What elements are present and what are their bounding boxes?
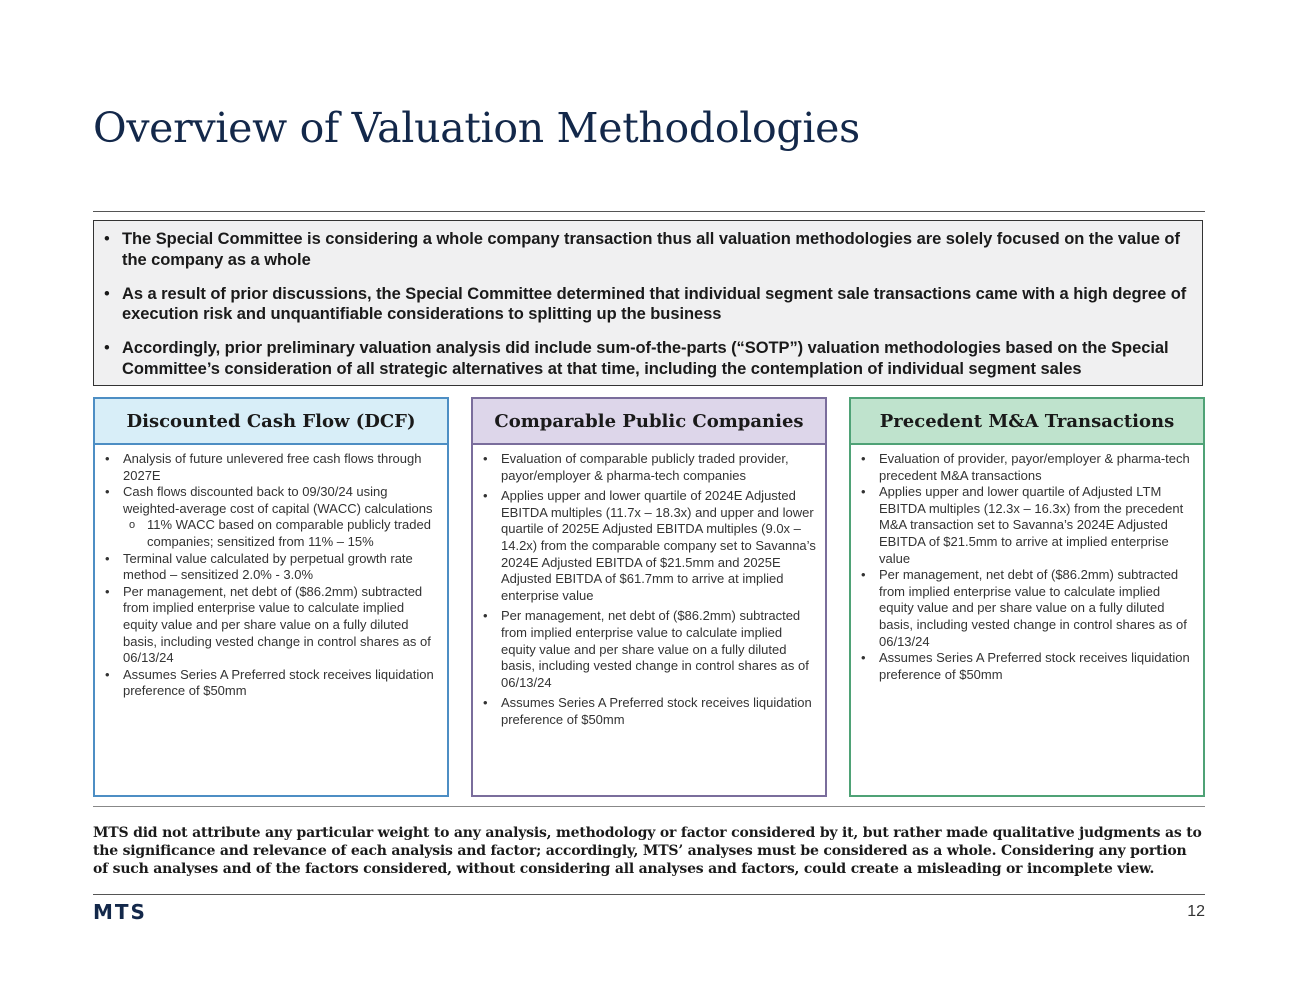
- disclaimer-text: MTS did not attribute any particular weight to any analysis, methodology or factor considered by it, but rather made qualitative judgments as to the significance and relevance of each analysis and factor; accordingly, MTS’ analyses must be considered as a whole. Considering any portion of such analyses and of the factors considered, without considering all analyses and factors, could create a misleading or incomplete view.: [93, 825, 1202, 877]
- dcf-bullet: • Analysis of future unlevered free cash flows through 2027E: [101, 451, 439, 484]
- summary-bullet: • The Special Committee is considering a whole company transaction thus all valuation methodologies are solely focused on the value of the company as a whole: [102, 229, 1194, 270]
- mna-card-body: [851, 445, 1203, 683]
- page-title: Overview of Valuation Methodologies: [93, 104, 860, 152]
- mna-bullet: • Per management, net debt of ($86.2mm) subtracted from implied enterprise value to calculate implied equity value and per share value on a fully diluted basis, including vested change in control shares as of 06/13/24: [857, 567, 1195, 650]
- summary-box: [93, 220, 1203, 386]
- dcf-card-body: [95, 445, 447, 700]
- comparable-bullet: • Evaluation of comparable publicly traded provider, payor/employer & pharma-tech companies: [479, 451, 817, 484]
- dcf-bullet: • Cash flows discounted back to 09/30/24 using weighted-average cost of capital (WACC) calculations: [101, 484, 439, 517]
- dcf-bullet: • Per management, net debt of ($86.2mm) subtracted from implied enterprise value to calculate implied equity value and per share value on a fully diluted basis, including vested change in control shares as of 06/13/24: [101, 584, 439, 667]
- dcf-card-heading: Discounted Cash Flow (DCF): [95, 399, 447, 445]
- title-divider: [93, 211, 1205, 212]
- dcf-sub-bullet: o 11% WACC based on comparable publicly traded companies; sensitized from 11% – 15%: [101, 517, 439, 550]
- page-number: 12: [1187, 903, 1205, 920]
- comparable-card: [471, 397, 827, 797]
- comparable-bullet: • Applies upper and lower quartile of 2024E Adjusted EBITDA multiples (11.7x – 18.3x) and upper and lower quartile of 2025E Adjusted EBITDA multiples (9.0x – 14.2x) from the comparable company set to Savanna’s 2024E Adjusted EBITDA of $21.5mm and 2025E Adjusted EBITDA of $61.7mm to arrive at implied enterprise value: [479, 488, 817, 604]
- mna-bullet: • Applies upper and lower quartile of Adjusted LTM EBITDA multiples (12.3x – 16.3x) from the precedent M&A transaction set to Savanna’s 2024E Adjusted EBITDA of $21.5mm to arrive at implied enterprise value: [857, 484, 1195, 567]
- summary-bullet: • Accordingly, prior preliminary valuation analysis did include sum-of-the-parts (“SOTP”) valuation methodologies based on the Special Committee’s consideration of all strategic alternatives at that time, including the contemplation of individual segment sales: [102, 338, 1194, 379]
- footer-divider: [93, 894, 1205, 895]
- dcf-bullet: • Assumes Series A Preferred stock receives liquidation preference of $50mm: [101, 667, 439, 700]
- mna-bullet: • Evaluation of provider, payor/employer & pharma-tech precedent M&A transactions: [857, 451, 1195, 484]
- summary-bullets: [102, 229, 1194, 379]
- comparable-card-heading: Comparable Public Companies: [473, 399, 825, 445]
- summary-bullet: • As a result of prior discussions, the Special Committee determined that individual segment sale transactions came with a high degree of execution risk and unquantifiable considerations to splitting up the business: [102, 284, 1194, 325]
- comparable-bullet: • Assumes Series A Preferred stock receives liquidation preference of $50mm: [479, 695, 817, 728]
- cards-divider: [93, 806, 1205, 807]
- dcf-bullet: • Terminal value calculated by perpetual growth rate method – sensitized 2.0% - 3.0%: [101, 551, 439, 584]
- comparable-card-body: [473, 445, 825, 729]
- dcf-card: [93, 397, 449, 797]
- comparable-bullet: • Per management, net debt of ($86.2mm) subtracted from implied enterprise value to calculate implied equity value and per share value on a fully diluted basis, including vested change in control shares as of 06/13/24: [479, 608, 817, 691]
- mna-card-heading: Precedent M&A Transactions: [851, 399, 1203, 445]
- mna-bullet: • Assumes Series A Preferred stock receives liquidation preference of $50mm: [857, 650, 1195, 683]
- mts-logo: MTS: [93, 900, 147, 924]
- mna-card: [849, 397, 1205, 797]
